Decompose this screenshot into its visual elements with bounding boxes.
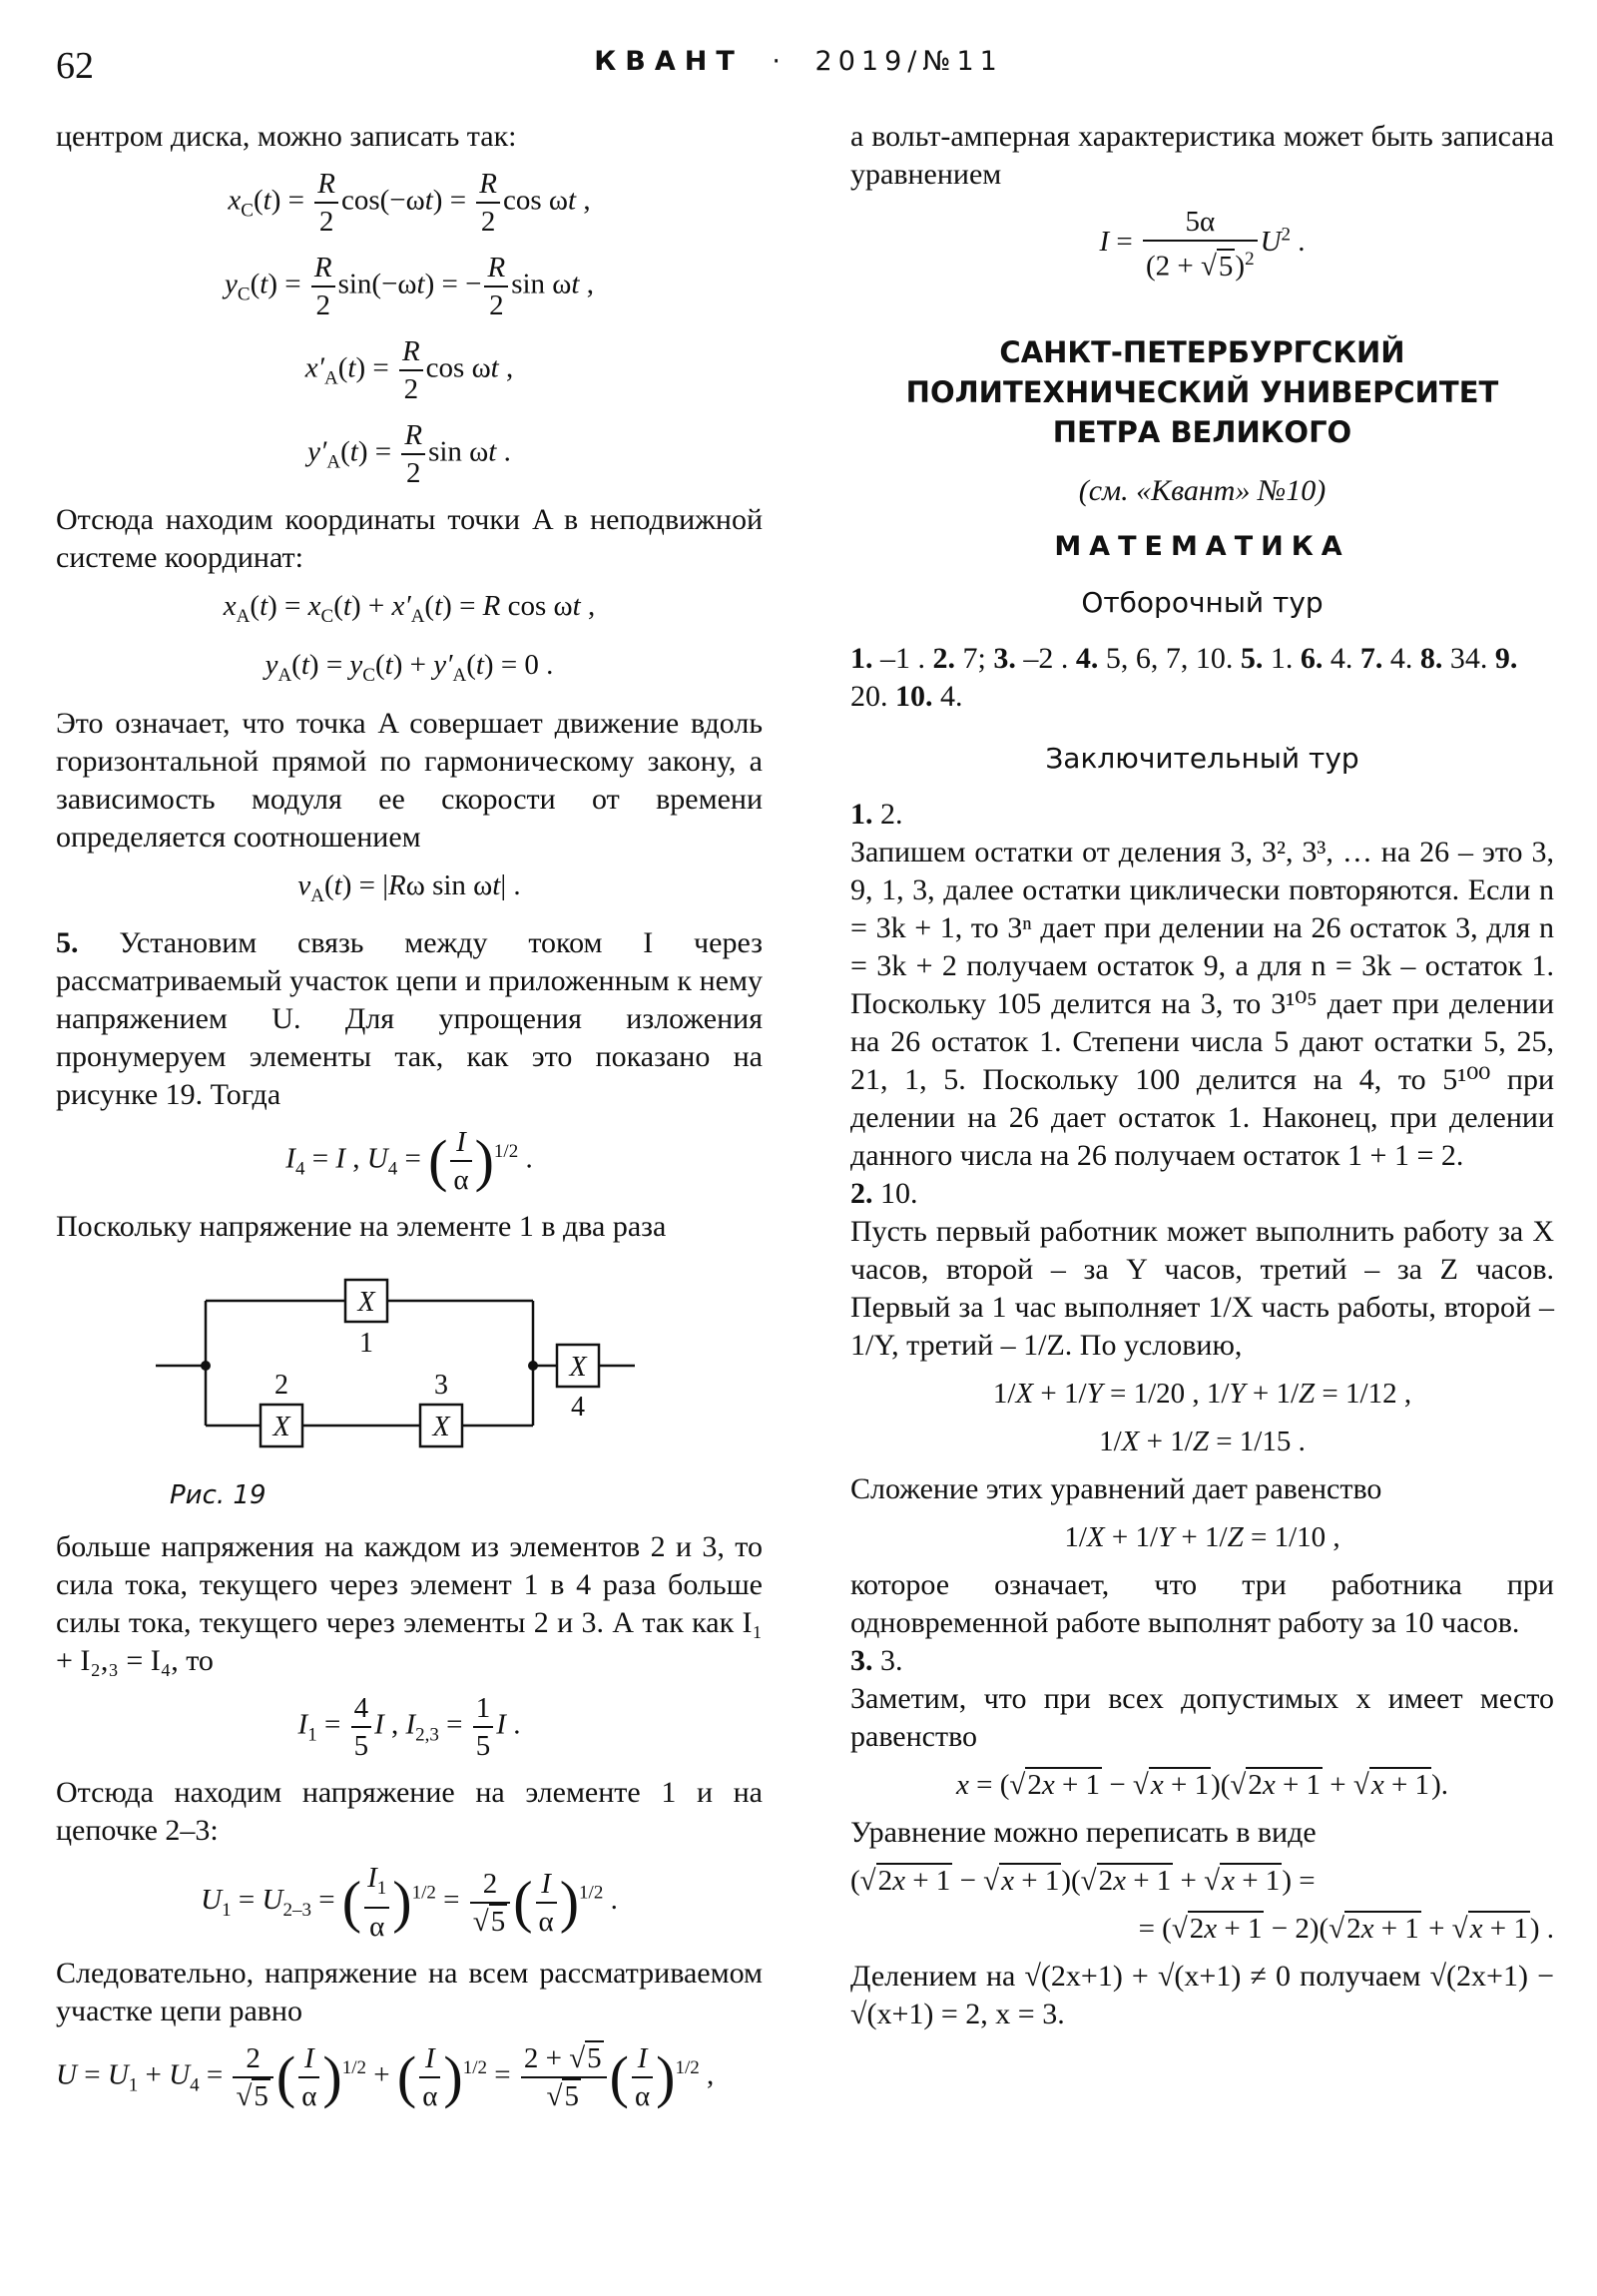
answer: 1. 2.	[850, 797, 903, 831]
equation-iv-characteristic: I = $\frac{5\alpha}{(2 + √5)^2}$ $U^2$ .	[1099, 206, 1306, 283]
paragraph: Отсюда находим напряжение на элементе 1 и на цепочке 2–3:	[56, 1776, 763, 1848]
element-label: X	[432, 1412, 450, 1443]
equation-rewrite-2: = (√2x + 1 − 2)(√2x + 1 + √x + 1) .	[1138, 1912, 1554, 1945]
reference-note: (см. «Квант» №10)	[1078, 473, 1327, 507]
equation-u1: $U_1 = U_{2-3}$ = ( $\frac{I_1}{\alpha}$ )$^{1/2}$ = $\frac{2}{√5}$ ( $\frac{I}{\alpha}$ )$^{1/2}$ .	[201, 1862, 618, 1944]
answer: 2. 10.	[850, 1176, 918, 1210]
equation-currents: $I_1$ = $\frac{4}{5}$ I , $I_{2,3}$ = $\frac{1}{5}$ I .	[297, 1692, 521, 1763]
element-label: X	[272, 1412, 290, 1443]
paragraph: Заметим, что при всех допустимых x имеет место равенство	[850, 1681, 1554, 1753]
page-number: 62	[56, 45, 94, 87]
equation-ya-prime: $y'_A(t)$ = $\frac{R}{2}$ sin ωt .	[307, 419, 511, 489]
equation-velocity: $v_A(t) = |R\omega$ sin ωt| .	[297, 868, 521, 906]
paragraph: Отсюда находим координаты точки A в неподвижной системе координат:	[56, 503, 763, 574]
paragraph: больше напряжения на каждом из элементов 2 и 3, то сила тока, текущего через элемент 1 в 4 раза больше силы тока, текущего через элементы 2 и 3. А так как I₁ + I₂,₃ = I₄, то	[56, 1530, 763, 1678]
equation-ya: $y_A(t) = y_C(t) + y'_A(t) = 0$ .	[265, 648, 554, 686]
left-column	[56, 118, 763, 2124]
equation-identity: x = (√2x + 1 − √x + 1)(√2x + 1 + √x + 1).	[956, 1768, 1448, 1801]
equation-xa: $x_A(t) = x_C(t) + x'_A(t) = R$ cos ωt ,	[223, 590, 596, 627]
paragraph: центром диска, можно записать так:	[56, 120, 517, 153]
equation-yc: $y_C(t)$ = $\frac{R}{2}$ sin(−ωt) = − $\frac{R}{2}$ sin ωt ,	[225, 252, 594, 321]
subject-title: МАТЕМАТИКА	[1054, 530, 1350, 562]
journal-title: КВАНТ	[594, 46, 744, 77]
problem-number: 5.	[56, 926, 79, 960]
tour-title: Заключительный тур	[1045, 741, 1359, 775]
paragraph: которое означает, что три работника при одновременной работе выполнят работу за 10 часов.	[850, 1567, 1554, 1639]
paragraph: Это означает, что точка A совершает движение вдоль горизонтальной прямой по гармоническому закону, а зависимость модуля ее скорости от времени определяется соотношением	[56, 706, 763, 854]
equation-rewrite-1: (√2x + 1 − √x + 1)(√2x + 1 + √x + 1) =	[850, 1864, 1316, 1897]
equation-work-sum: 1/X + 1/Y + 1/Z = 1/10 ,	[1064, 1520, 1340, 1553]
section-heading: САНКТ-ПЕТЕРБУРГСКИЙ ПОЛИТЕХНИЧЕСКИЙ УНИВЕРСИТЕТ ПЕТРА ВЕЛИКОГО	[905, 334, 1499, 449]
paragraph: Поскольку напряжение на элементе 1 в два раза	[56, 1210, 667, 1244]
paragraph: Следовательно, напряжение на всем рассматриваемом участке цепи равно	[56, 1957, 763, 2028]
equation-xa-prime: $x'_A(t)$ = $\frac{R}{2}$ cos ωt ,	[304, 335, 514, 405]
equation-work-1: 1/X + 1/Y = 1/20 , 1/Y + 1/Z = 1/12 ,	[992, 1377, 1412, 1410]
element-label: X	[569, 1352, 587, 1384]
paragraph: Запишем остатки от деления 3, 3², 3³, … на 26 – это 3, 9, 1, 3, далее остатки циклически повторяются. Если n = 3k + 1, то 3ⁿ дает при делении на 26 остаток 3, для n = 3k + 2 получаем остаток 9, а для n = 3k – остаток 1. Поскольку 105 делится на 3, то 3¹⁰⁵ дает при делении на 26 остаток 1. Степени числа 5 дают остатки 5, 25, 21, 1, 5. Поскольку 100 делится на 4, то 5¹⁰⁰ при делении на 26 дает остаток 1. Наконец, при делении данного числа на 26 получаем остаток 1 + 1 = 2.	[850, 835, 1554, 1172]
element-number: 1	[359, 1328, 373, 1360]
tour-title: Отборочный тур	[1081, 585, 1324, 619]
answer: 3. 3.	[850, 1643, 903, 1677]
right-column	[850, 118, 1554, 2033]
equation-xc: $x_C(t)$ = $\frac{R}{2}$ cos(−ωt) = $\frac{R}{2}$ cos ωt ,	[228, 168, 591, 238]
paragraph: Делением на √(2x+1) + √(x+1) ≠ 0 получаем √(2x+1) − √(x+1) = 2, x = 3.	[850, 1959, 1554, 2030]
paragraph: Уравнение можно переписать в виде	[850, 1815, 1317, 1849]
equation-i4-u4: $I_4 = I$ , $U_4$ = ( $\frac{I}{\alpha}$ )$^{1/2}$ .	[285, 1126, 533, 1197]
element-number: 4	[571, 1392, 585, 1424]
header-separator: ·	[772, 46, 787, 77]
answers-qualifying: 1. –1 . 2. 7; 3. –2 . 4. 5, 6, 7, 10. 5. 1. 6. 4. 7. 4. 8. 34. 9. 20. 10. 4.	[850, 641, 1518, 713]
element-label: X	[357, 1287, 375, 1319]
figure-caption: Рис. 19	[170, 1480, 266, 1511]
element-number: 3	[434, 1370, 448, 1402]
equation-work-2: 1/X + 1/Z = 1/15 .	[1099, 1425, 1306, 1457]
element-number: 2	[274, 1370, 288, 1402]
running-header	[0, 46, 1597, 77]
paragraph: а вольт-амперная характеристика может быть записана уравнением	[850, 120, 1554, 191]
circuit-figure-19	[56, 1256, 763, 1470]
equation-u-total: $U = U_1 + U_4$ = $\frac{2}{√5}$ ( $\frac{I}{\alpha}$ )$^{1/2}$ + ( $\frac{I}{\alpha}$ )$^{1/2}$ = $\frac{2 + √5}{√5}$ ( $\frac{I}{\alpha}$ )$^{1/2}$ ,	[56, 2042, 715, 2113]
paragraph: Сложение этих уравнений дает равенство	[850, 1471, 1382, 1505]
paragraph: Пусть первый работник может выполнить работу за X часов, второй – за Y часов, третий – за Z часов. Первый за 1 час выполняет 1/X часть работы, второй – 1/Y, третий – 1/Z. По условию,	[850, 1214, 1554, 1362]
issue-number: 2019/№11	[814, 46, 1003, 77]
paragraph: 5. Установим связь между током I через рассматриваемый участок цепи и приложенным к нему напряжением U. Для упрощения изложения пронумеруем элементы так, как это показано на рисунке 19. Тогда	[56, 926, 763, 1112]
